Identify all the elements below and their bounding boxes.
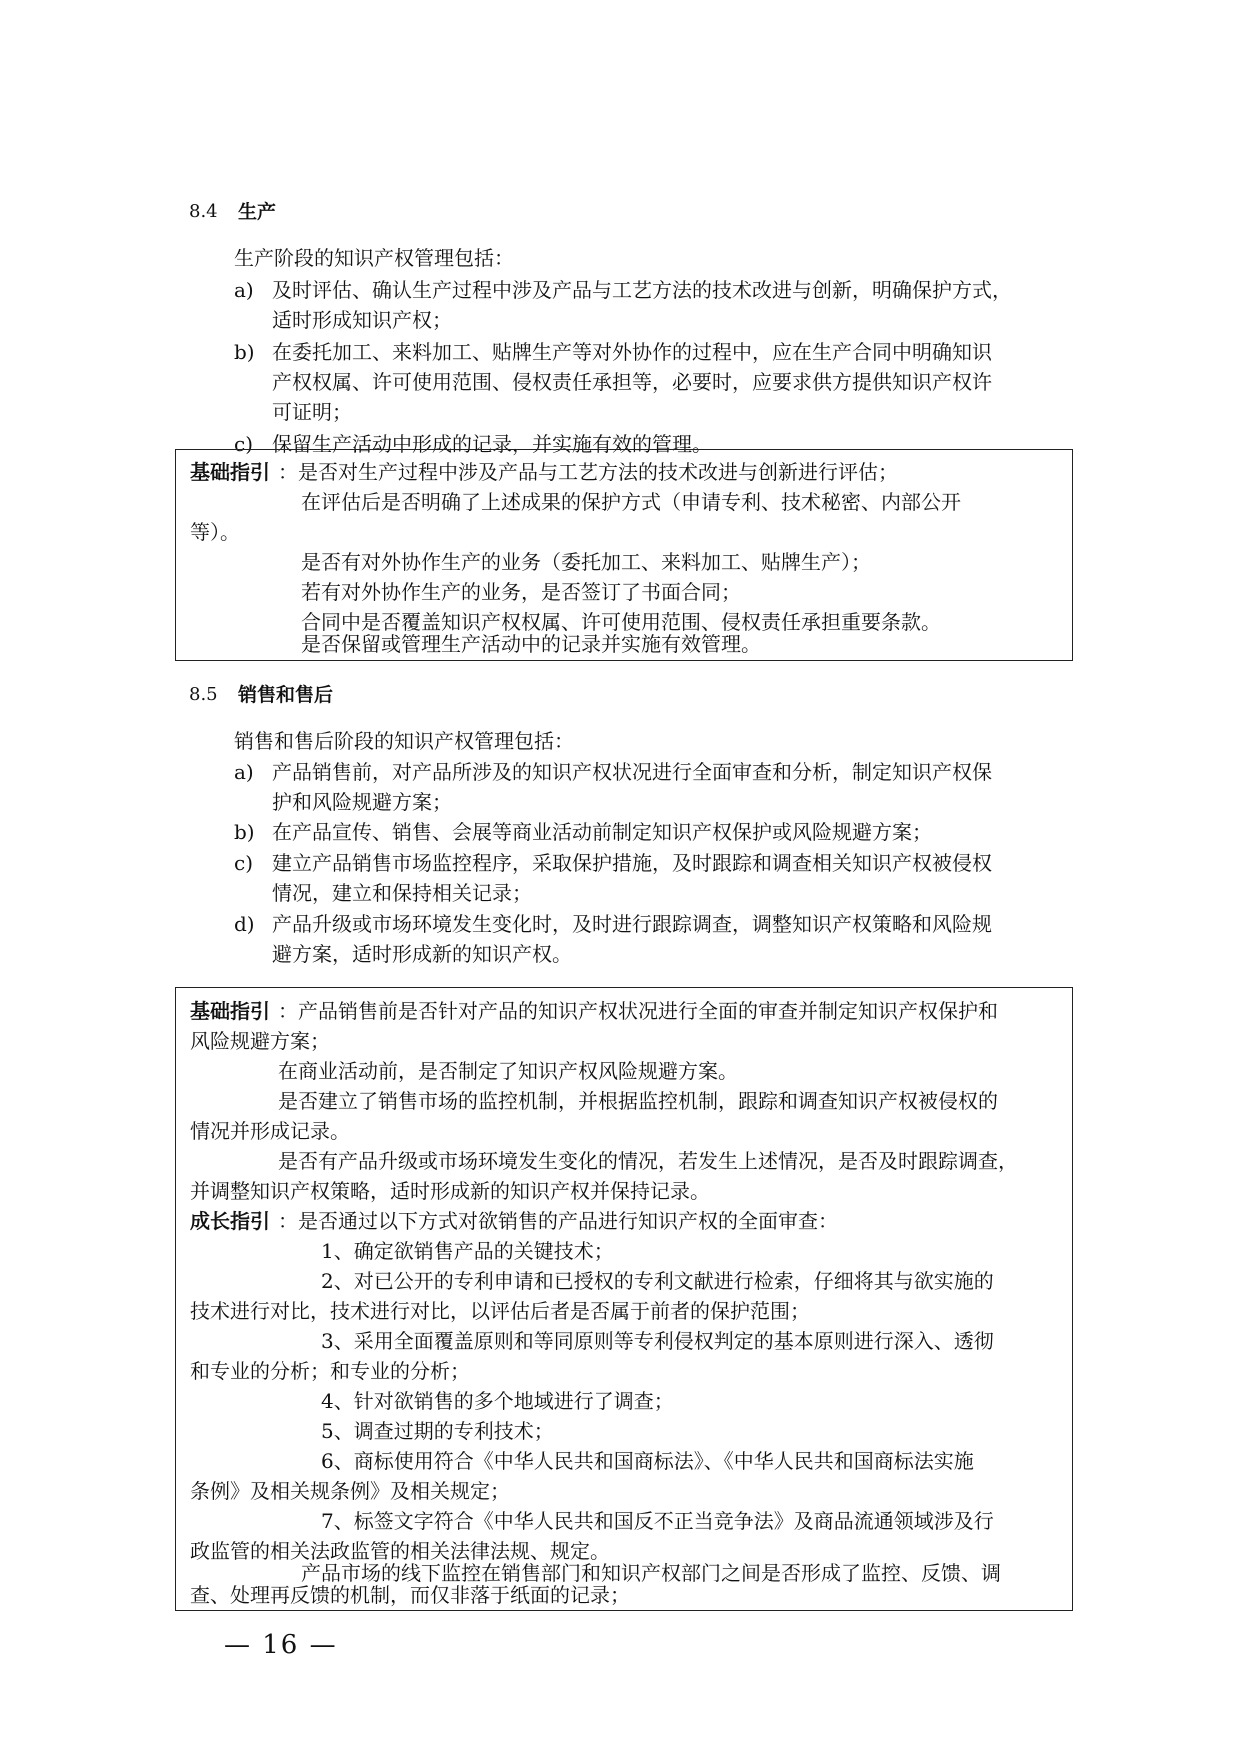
growth-line: 和专业的分析；和专业的分析； <box>190 1359 470 1383</box>
list-item-line: 适时形成知识产权； <box>272 308 452 332</box>
guide-line: 在商业活动前，是否制定了知识产权风险规避方案。 <box>278 1059 738 1083</box>
guide-line: 风险规避方案； <box>190 1029 330 1053</box>
growth-line: 7、标签文字符合《中华人民共和国反不正当竞争法》及商品流通领域涉及行 <box>321 1509 994 1533</box>
guide-label: 基础指引 <box>190 999 270 1023</box>
growth-line: 4、针对欲销售的多个地域进行了调查； <box>321 1389 674 1413</box>
list-item-line: 产品销售前，对产品所涉及的知识产权状况进行全面审查和分析，制定知识产权保 <box>272 760 992 784</box>
list-item-line: 避方案，适时形成新的知识产权。 <box>272 942 572 966</box>
list-marker: c) <box>234 851 254 875</box>
guide-line: 合同中是否覆盖知识产权权属、许可使用范围、侵权责任承担重要条款。 <box>301 610 941 634</box>
growth-line: 政监管的相关法政监管的相关法律法规、规定。 <box>190 1539 610 1563</box>
guide-line: 情况并形成记录。 <box>190 1119 350 1143</box>
growth-line: 5、调查过期的专利技术； <box>321 1419 554 1443</box>
list-marker: b) <box>234 820 255 844</box>
growth-line: 查、处理再反馈的机制，而仅非落于纸面的记录； <box>190 1583 630 1607</box>
growth-line: 3、采用全面覆盖原则和等同原则等专利侵权判定的基本原则进行深入、透彻 <box>321 1329 994 1353</box>
list-item-line: 护和风险规避方案； <box>272 790 452 814</box>
list-item-line: 保留生产活动中形成的记录，并实施有效的管理。 <box>272 432 712 456</box>
section-title: 生产 <box>238 201 277 223</box>
list-item-line: 及时评估、确认生产过程中涉及产品与工艺方法的技术改进与创新，明确保护方式， <box>272 278 1012 302</box>
growth-line: 2、对已公开的专利申请和已授权的专利文献进行检索，仔细将其与欲实施的 <box>321 1269 994 1293</box>
growth-line: 技术进行对比，技术进行对比，以评估后者是否属于前者的保护范围； <box>190 1299 810 1323</box>
section-intro: 销售和售后阶段的知识产权管理包括： <box>234 729 574 753</box>
section-intro: 生产阶段的知识产权管理包括： <box>234 246 514 270</box>
growth-line: 1、确定欲销售产品的关键技术； <box>321 1239 614 1263</box>
page-number: — 16 — <box>224 1630 338 1660</box>
growth-line: 产品市场的线下监控在销售部门和知识产权部门之间是否形成了监控、反馈、调 <box>301 1561 1001 1585</box>
list-marker: b) <box>234 340 255 364</box>
list-marker: c) <box>234 432 254 456</box>
guide-line: 等）。 <box>190 520 240 544</box>
list-marker: a) <box>234 760 254 784</box>
list-marker: a) <box>234 278 254 302</box>
list-item-line: 在产品宣传、销售、会展等商业活动前制定知识产权保护或风险规避方案； <box>272 820 932 844</box>
list-item-line: 产品升级或市场环境发生变化时，及时进行跟踪调查，调整知识产权策略和风险规 <box>272 912 992 936</box>
guide-line: ：产品销售前是否针对产品的知识产权状况进行全面的审查并制定知识产权保护和 <box>278 999 998 1023</box>
list-marker: d) <box>234 912 255 936</box>
section-number: 8.5 <box>189 684 218 705</box>
guide-line: ：是否对生产过程中涉及产品与工艺方法的技术改进与创新进行评估； <box>278 460 898 484</box>
section-title: 销售和售后 <box>238 684 334 706</box>
guide-box <box>175 987 1073 1611</box>
guide-line: 是否有产品升级或市场环境发生变化的情况，若发生上述情况，是否及时跟踪调查， <box>278 1149 1018 1173</box>
guide-line: 并调整知识产权策略，适时形成新的知识产权并保持记录。 <box>190 1179 710 1203</box>
list-item-line: 建立产品销售市场监控程序，采取保护措施，及时跟踪和调查相关知识产权被侵权 <box>272 851 992 875</box>
growth-line: 条例》及相关规条例》及相关规定； <box>190 1479 510 1503</box>
growth-label: 成长指引 <box>190 1209 270 1233</box>
section-number: 8.4 <box>189 201 218 222</box>
list-item-line: 情况，建立和保持相关记录； <box>272 881 532 905</box>
guide-label: 基础指引 <box>190 460 270 484</box>
growth-line: ：是否通过以下方式对欲销售的产品进行知识产权的全面审查： <box>278 1209 838 1233</box>
guide-line: 是否有对外协作生产的业务（委托加工、来料加工、贴牌生产）； <box>301 550 871 574</box>
growth-line: 6、商标使用符合《中华人民共和国商标法》、《中华人民共和国商标法实施 <box>321 1449 974 1473</box>
list-item-line: 可证明； <box>272 400 352 424</box>
guide-line: 是否保留或管理生产活动中的记录并实施有效管理。 <box>301 632 761 656</box>
guide-line: 若有对外协作生产的业务，是否签订了书面合同； <box>301 580 741 604</box>
list-item-line: 产权权属、许可使用范围、侵权责任承担等，必要时，应要求供方提供知识产权许 <box>272 370 992 394</box>
guide-box <box>175 449 1073 661</box>
guide-line: 是否建立了销售市场的监控机制，并根据监控机制，跟踪和调查知识产权被侵权的 <box>278 1089 998 1113</box>
guide-line: 在评估后是否明确了上述成果的保护方式（申请专利、技术秘密、内部公开 <box>301 490 961 514</box>
list-item-line: 在委托加工、来料加工、贴牌生产等对外协作的过程中，应在生产合同中明确知识 <box>272 340 992 364</box>
